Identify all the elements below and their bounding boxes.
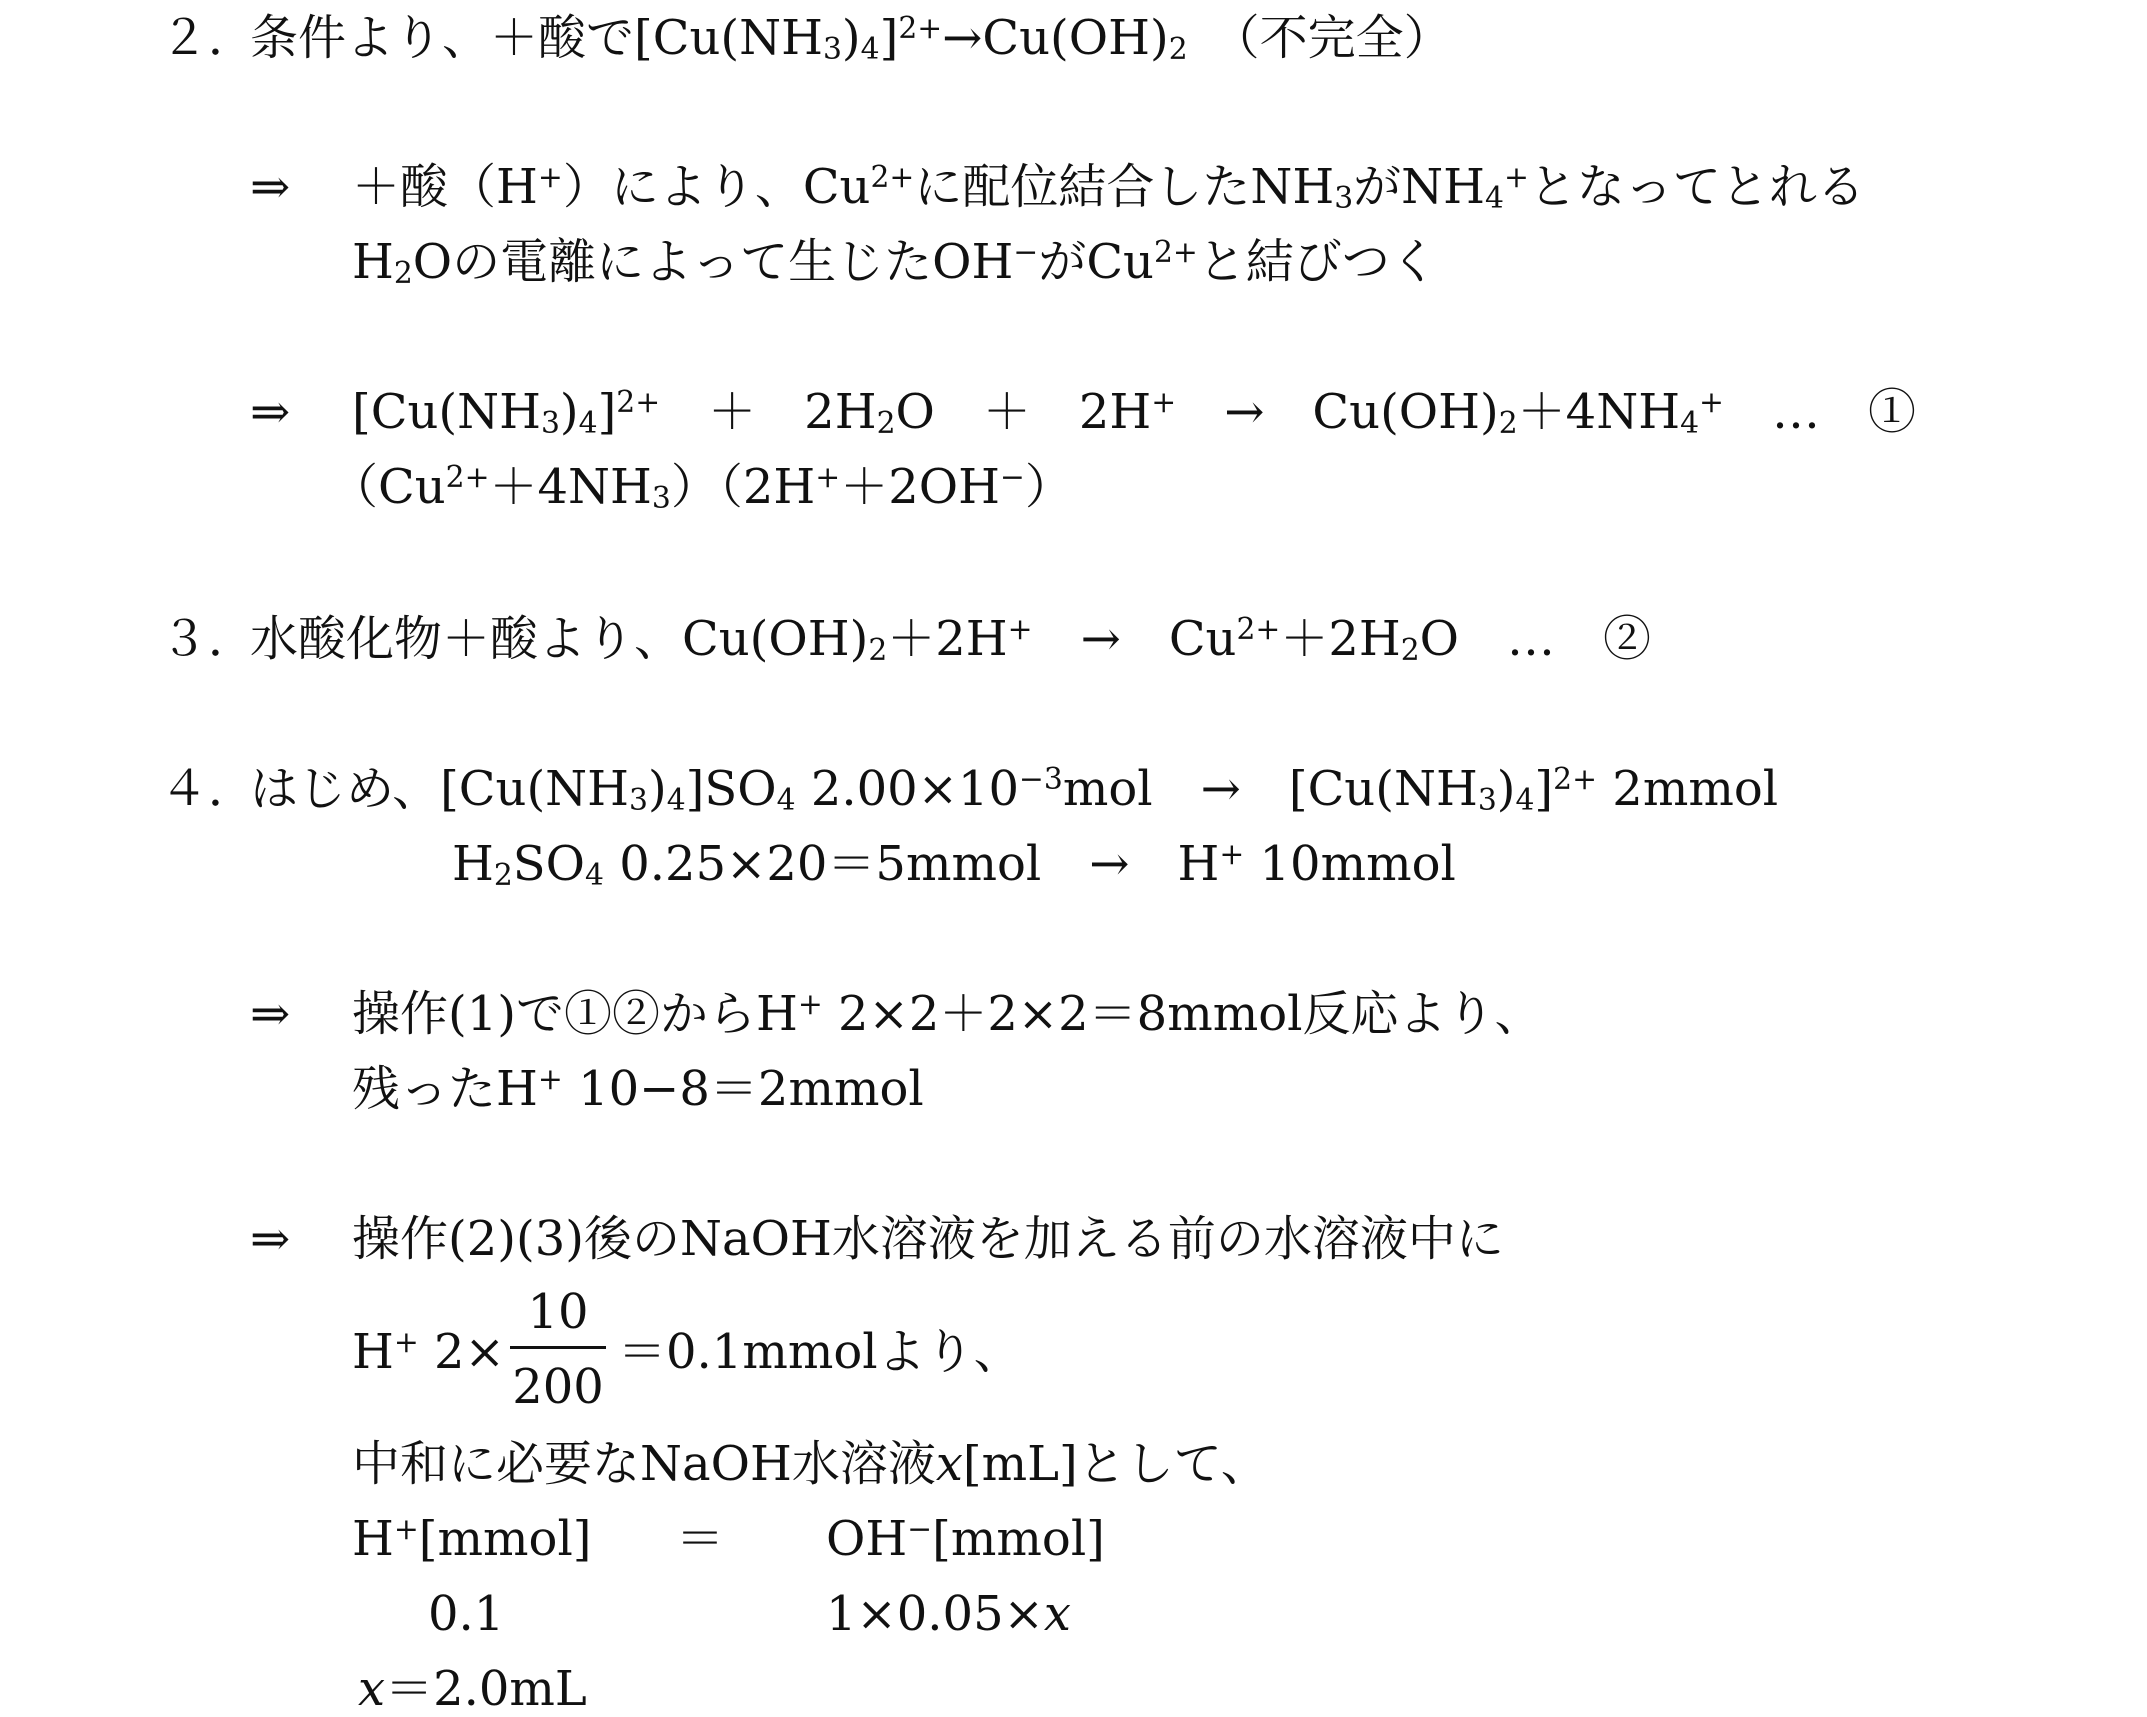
fraction-denominator: 200 [512, 1359, 604, 1415]
section-3-number: ３． [160, 611, 257, 667]
section-4-number: ４． [160, 761, 257, 817]
fraction-bar [510, 1346, 606, 1349]
section-2-explanation-line-1: ＋酸（H+）により、$Cu^{2+}$に配位結合した$NH_3$が$NH_4^+$となってとれる [352, 159, 1865, 217]
implies-arrow: ⇒ [250, 159, 291, 215]
reaction-equation-1: $[Cu(NH_3)_4]^{2+}$ ＋ $2H_2O$ ＋ 2H+ → $Cu(OH)_2+4NH_4^+$ … ① [352, 384, 1916, 442]
fraction-10-over-200 [510, 1284, 606, 1415]
reaction-equation-2: 水酸化物＋酸より、$Cu(OH)_2+2H^+$ → $Cu^{2+}+2H_2O$ … ② [250, 611, 1652, 669]
initial-amount-line-1: はじめ、$[Cu(NH_3)_4]SO_4$ $2.00\times 10^{-3}mol$ → $[Cu(NH_3)_4]^{2+}$ 2mmol [250, 761, 1779, 819]
section-2-number: ２． [160, 10, 257, 66]
equation-left-value: 0.1 [428, 1586, 505, 1642]
equation-oh-minus-mmol: OH−[mmol] [826, 1511, 1105, 1567]
initial-amount-line-2: $H_2SO_4$ 0.25×20＝5mmol → H+ 10mmol [452, 836, 1456, 894]
section-2-explanation-line-2: $H_2O$の電離によって生じたOH−が$Cu^{2+}$と結びつく [352, 234, 1438, 292]
equation-h-plus-mmol: H+[mmol] [352, 1511, 592, 1567]
fraction-line-prefix: H+ 2× [352, 1324, 505, 1380]
neutralization-setup: 中和に必要なNaOH水溶液x[mL]として、 [352, 1436, 1269, 1492]
operation-1-line-1: 操作(1)で①②からH+ 2×2＋2×2＝8mmol反応より、 [352, 986, 1543, 1042]
fraction-numerator: 10 [527, 1284, 589, 1340]
equation-right-value: 1×0.05×x [826, 1586, 1071, 1642]
fraction-line-suffix: ＝0.1mmolより、 [618, 1324, 1022, 1380]
final-answer: x＝2.0mL [358, 1661, 587, 1717]
implies-arrow: ⇒ [250, 986, 291, 1042]
equation-equals: ＝ [676, 1511, 725, 1567]
implies-arrow: ⇒ [250, 384, 291, 440]
operation-1-line-2: 残ったH+ 10−8＝2mmol [352, 1061, 924, 1117]
section-2-heading: 条件より、＋酸で$[Cu(NH_3)_4]^{2+}\to Cu(OH)_2$ （不完全） [250, 10, 1452, 68]
implies-arrow: ⇒ [250, 1211, 291, 1267]
operation-2-3-line: 操作(2)(3)後のNaOH水溶液を加える前の水溶液中に [352, 1211, 1504, 1267]
reaction-equation-1-breakdown: $(Cu^{2+}+4NH_3)(2H^++2OH^-)$ [330, 459, 1073, 517]
